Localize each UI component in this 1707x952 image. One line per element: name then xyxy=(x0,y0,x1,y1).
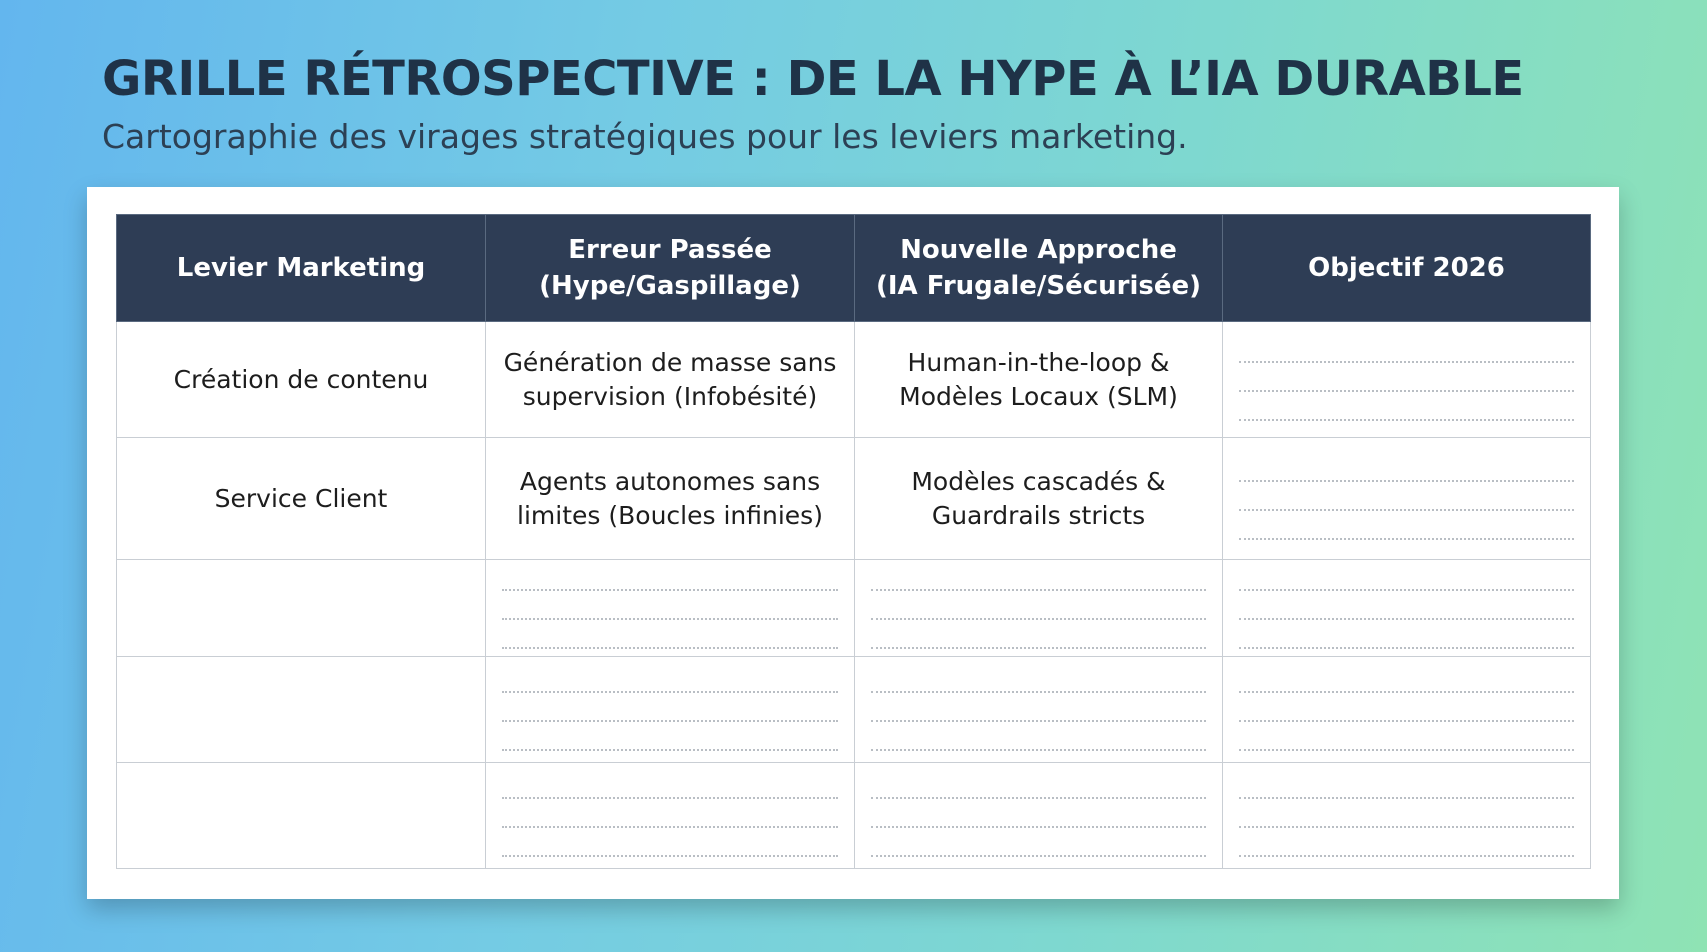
cell-past-error xyxy=(486,438,855,560)
table-row xyxy=(117,657,1591,763)
header-objective-line1: Objectif 2026 xyxy=(1308,253,1505,283)
dotted-writing-lines xyxy=(1239,667,1574,753)
dotted-writing-lines xyxy=(871,565,1206,651)
header-past-error-line2: (Hype/Gaspillage) xyxy=(539,271,801,301)
cell-past-error-fill-in[interactable] xyxy=(486,560,855,657)
cell-objective-fill-in[interactable] xyxy=(1223,438,1591,560)
dotted-writing-lines xyxy=(871,773,1206,859)
table-row xyxy=(117,560,1591,657)
cell-new-approach-line1: Modèles cascadés & xyxy=(911,466,1166,496)
cell-new-approach xyxy=(855,438,1223,560)
cell-new-approach-line2: Guardrails stricts xyxy=(931,500,1146,530)
cell-new-approach-fill-in[interactable] xyxy=(855,763,1223,869)
cell-lever-text: Service Client xyxy=(214,483,388,513)
page-title: GRILLE RÉTROSPECTIVE : DE LA HYPE À L’IA DURABLE xyxy=(102,51,1524,107)
header-new-approach-line1: Nouvelle Approche xyxy=(900,235,1177,265)
dotted-writing-lines xyxy=(1239,565,1574,651)
cell-objective-fill-in[interactable] xyxy=(1223,560,1591,657)
cell-new-approach xyxy=(855,322,1223,438)
header-new-approach xyxy=(855,215,1223,322)
dotted-writing-lines xyxy=(1239,456,1574,542)
header-past-error-line1: Erreur Passée xyxy=(568,235,772,265)
page-subtitle: Cartographie des virages stratégiques pour les leviers marketing. xyxy=(102,117,1188,156)
cell-lever-empty[interactable] xyxy=(117,763,486,869)
cell-lever-text: Création de contenu xyxy=(173,364,429,394)
dotted-writing-lines xyxy=(502,773,838,859)
cell-new-approach-line1: Human-in-the-loop & xyxy=(907,347,1170,377)
cell-lever-empty[interactable] xyxy=(117,560,486,657)
dotted-writing-lines xyxy=(502,667,838,753)
header-new-approach-line2: (IA Frugale/Sécurisée) xyxy=(876,271,1201,301)
cell-lever xyxy=(117,438,486,560)
table-row xyxy=(117,763,1591,869)
header-past-error xyxy=(486,215,855,322)
cell-new-approach-fill-in[interactable] xyxy=(855,657,1223,763)
header-objective-2026 xyxy=(1223,215,1591,322)
table-row xyxy=(117,438,1591,560)
cell-past-error-line2: supervision (Infobésité) xyxy=(522,381,818,411)
table-row xyxy=(117,322,1591,438)
cell-lever xyxy=(117,322,486,438)
header-lever-line1: Levier Marketing xyxy=(176,253,426,283)
grid-card xyxy=(87,187,1619,899)
cell-lever-empty[interactable] xyxy=(117,657,486,763)
cell-new-approach-fill-in[interactable] xyxy=(855,560,1223,657)
cell-past-error-fill-in[interactable] xyxy=(486,657,855,763)
cell-objective-fill-in[interactable] xyxy=(1223,763,1591,869)
dotted-writing-lines xyxy=(1239,773,1574,859)
cell-new-approach-line2: Modèles Locaux (SLM) xyxy=(899,381,1178,411)
cell-objective-fill-in[interactable] xyxy=(1223,657,1591,763)
retrospective-grid-table xyxy=(116,214,1591,869)
header-lever xyxy=(117,215,486,322)
dotted-writing-lines xyxy=(502,565,838,651)
cell-past-error-line1: Génération de masse sans xyxy=(503,347,837,377)
cell-past-error-line2: limites (Boucles infinies) xyxy=(517,500,823,530)
table-header-row xyxy=(117,215,1591,322)
dotted-writing-lines xyxy=(1239,337,1574,423)
cell-past-error xyxy=(486,322,855,438)
dotted-writing-lines xyxy=(871,667,1206,753)
cell-past-error-fill-in[interactable] xyxy=(486,763,855,869)
cell-objective-fill-in[interactable] xyxy=(1223,322,1591,438)
cell-past-error-line1: Agents autonomes sans xyxy=(519,466,821,496)
